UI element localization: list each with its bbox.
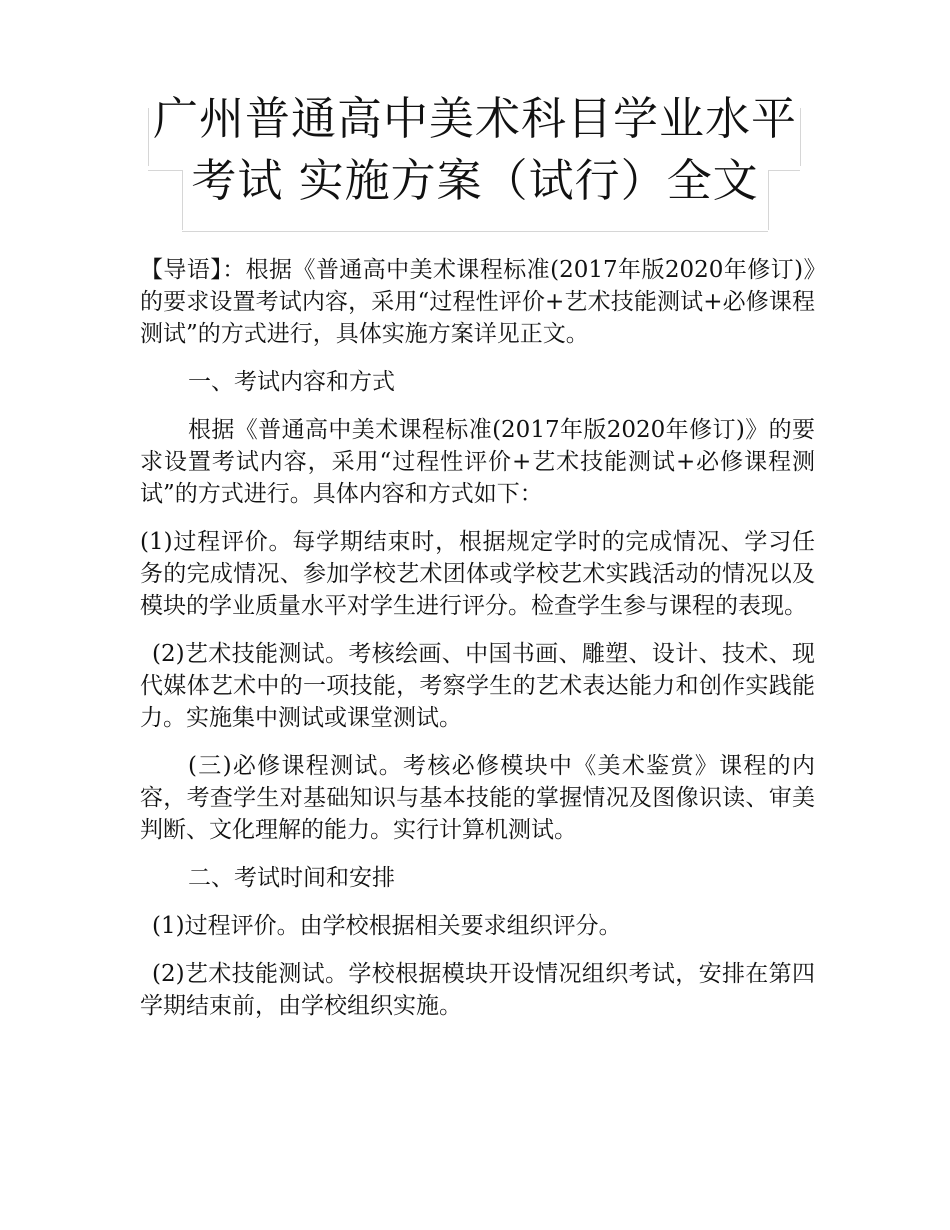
document-title: [0, 88, 950, 212]
body-paragraph: (1)过程评价。每学期结束时，根据规定学时的完成情况、学习任务的完成情况、参加学校艺术团体或学校艺术实践活动的情况以及模块的学业质量水平对学生进行评分。检查学生参与课程的表现。: [140, 529, 815, 619]
document-body: [140, 254, 815, 1038]
body-paragraph: (1)过程评价。由学校根据相关要求组织评分。: [152, 913, 622, 939]
title-line-1: 广州普通高中美术科目学业水平: [152, 92, 797, 145]
body-paragraph: (三)必修课程测试。考核必修模块中《美术鉴赏》课程的内容，考查学生对基础知识与基本技能的掌握情况及图像识读、审美判断、文化理解的能力。实行计算机测试。: [140, 753, 815, 843]
title-frame-line: [182, 231, 768, 232]
body-paragraph: (2)艺术技能测试。考核绘画、中国书画、雕塑、设计、技术、现代媒体艺术中的一项技能，考察学生的艺术表达能力和创作实践能力。实施集中测试或课堂测试。: [140, 641, 815, 731]
body-paragraph: (2)艺术技能测试。学校根据模块开设情况组织考试，安排在第四学期结束前，由学校组织实施。: [140, 961, 815, 1019]
section-heading-2: 二、考试时间和安排: [188, 865, 395, 891]
section-heading-1: 一、考试内容和方式: [188, 369, 395, 395]
title-line-2: 考试 实施方案（试行）全文: [191, 154, 759, 207]
body-paragraph: 根据《普通高中美术课程标准(2017年版2020年修订)》的要求设置考试内容，采用“过程性评价+艺术技能测试+必修课程测试”的方式进行。具体内容和方式如下：: [140, 417, 815, 507]
intro-paragraph: 【导语】：根据《普通高中美术课程标准(2017年版2020年修订)》的要求设置考试内容，采用“过程性评价+艺术技能测试+必修课程测试”的方式进行，具体实施方案详见正文。: [140, 257, 815, 347]
